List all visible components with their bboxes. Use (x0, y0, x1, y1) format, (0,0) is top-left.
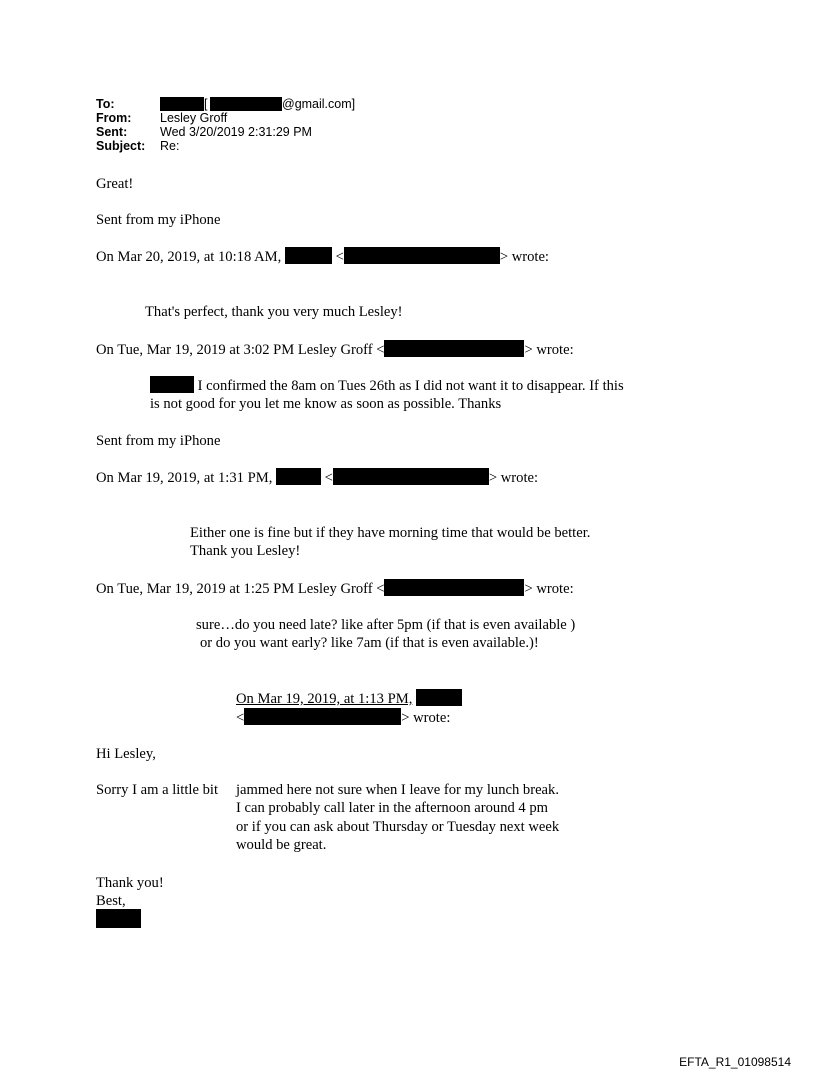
redaction-box (244, 708, 401, 725)
thanks-line: Thank you! (96, 875, 164, 891)
quote5-header-text: On Mar 19, 2019, at 1:13 PM, (236, 691, 413, 707)
redaction-box (276, 468, 321, 485)
quote4-header-text: On Tue, Mar 19, 2019 at 1:25 PM Lesley Groff < (96, 581, 385, 597)
subject-label: Subject: (96, 139, 146, 153)
sent-row (96, 125, 496, 139)
redaction-box (344, 247, 500, 264)
quote4-line1: sure…do you need late? like after 5pm (if that is even available ) (196, 617, 576, 633)
redaction-box (416, 689, 462, 706)
quote1-header-text: On Mar 20, 2019, at 10:18 AM, (96, 249, 282, 265)
wrote-text: > wrote: (401, 710, 451, 726)
quote1-text: That's perfect, thank you very much Lesley! (145, 304, 403, 320)
redaction-box (96, 909, 141, 928)
quote5-header-line1 (236, 689, 462, 708)
quote4-header (96, 579, 574, 598)
quote3-line1: Either one is fine but if they have morning time that would be better. (190, 525, 591, 541)
redaction-box (210, 97, 282, 111)
redaction-box (333, 468, 489, 485)
wrote-text: > wrote: (488, 470, 539, 486)
best-line: Best, (96, 893, 126, 909)
greeting: Hi Lesley, (96, 746, 156, 762)
lt-symbol: < (335, 249, 344, 265)
redaction-box (285, 247, 332, 264)
sent-value: Wed 3/20/2019 2:31:29 PM (160, 125, 312, 139)
quote2-line1 (150, 376, 624, 395)
to-row (96, 97, 496, 111)
sorry-line-d: or if you can ask about Thursday or Tuesday next week (236, 819, 560, 835)
sorry-line-a: Sorry I am a little bit (96, 782, 218, 798)
quote3-header (96, 468, 538, 487)
sent-from-iphone: Sent from my iPhone (96, 212, 221, 228)
quote2-header-text: On Tue, Mar 19, 2019 at 3:02 PM Lesley Groff < (96, 342, 385, 358)
subject-value: Re: (160, 139, 180, 153)
sorry-line-b: jammed here not sure when I leave for my lunch break. (236, 782, 559, 798)
quote4-line2: or do you want early? like 7am (if that is even available.)! (200, 635, 539, 651)
quote2-line2: is not good for you let me know as soon as possible. Thanks (150, 396, 502, 412)
sent-label: Sent: (96, 125, 128, 139)
redaction-box (150, 376, 194, 393)
quote2-header (96, 340, 574, 359)
quote2-line1-text: I confirmed the 8am on Tues 26th as I did not want it to disappear. If this (197, 378, 624, 394)
from-row (96, 111, 496, 125)
quote1-header (96, 247, 549, 266)
email-header (96, 97, 496, 157)
redaction-box (160, 97, 204, 111)
sorry-line-c: I can probably call later in the afternoon around 4 pm (236, 800, 549, 816)
sent-from-iphone-2: Sent from my iPhone (96, 433, 221, 449)
from-label: From: (96, 111, 132, 125)
redaction-box (384, 579, 524, 596)
quote3-header-text: On Mar 19, 2019, at 1:31 PM, (96, 470, 273, 486)
to-domain: @gmail.com] (282, 97, 356, 111)
quote3-line2: Thank you Lesley! (190, 543, 301, 559)
lt-symbol: < (236, 710, 245, 726)
wrote-text: > wrote: (499, 249, 549, 265)
sorry-line-e: would be great. (236, 837, 327, 853)
from-value: Lesley Groff (160, 111, 228, 125)
to-label: To: (96, 97, 115, 111)
wrote-text: > wrote: (524, 342, 574, 358)
wrote-text: > wrote: (524, 581, 574, 597)
to-bracket: [ (204, 97, 208, 111)
lt-symbol: < (324, 470, 333, 486)
subject-row (96, 139, 496, 153)
document-id: EFTA_R1_01098514 (679, 1055, 791, 1069)
redaction-box (384, 340, 524, 357)
quote5-header-line2 (236, 708, 450, 727)
great-line: Great! (96, 176, 134, 192)
